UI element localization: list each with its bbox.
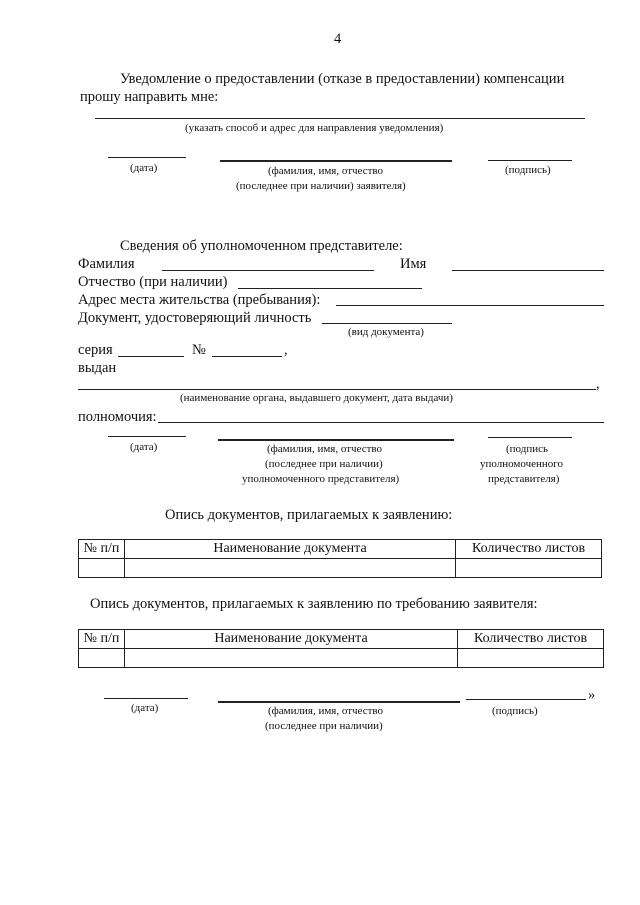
page-number: 4 [334, 31, 342, 47]
col-num-header: № п/п [79, 540, 125, 559]
table-header-row [79, 630, 604, 649]
issued-field[interactable] [78, 389, 596, 390]
patronymic-label: Отчество (при наличии) [78, 274, 228, 290]
rep-fio-line[interactable] [218, 439, 454, 441]
number-comma: , [284, 342, 288, 358]
notice-text-2: прошу направить мне: [80, 89, 219, 105]
col-name-header: Наименование документа [125, 630, 458, 649]
final-date-line[interactable] [104, 698, 188, 699]
rep-signature-line[interactable] [488, 437, 572, 438]
rep-date-caption: (дата) [130, 441, 158, 453]
number-field[interactable] [212, 356, 282, 357]
series-field[interactable] [118, 356, 184, 357]
inventory-title: Опись документов, прилагаемых к заявлению: [165, 507, 453, 523]
notice-text: Уведомление о предоставлении (отказе в предоставлении) компенсации [120, 71, 565, 87]
final-signature-caption: (подпись) [492, 705, 538, 717]
powers-field[interactable] [158, 422, 604, 423]
rep-date-line[interactable] [108, 436, 186, 437]
patronymic-field[interactable] [238, 288, 422, 289]
inventory-table-2 [78, 629, 604, 668]
id-doc-field[interactable] [322, 323, 452, 324]
name-field[interactable] [452, 270, 604, 271]
address-label: Адрес места жительства (пребывания): [78, 292, 321, 308]
address-field[interactable] [336, 305, 604, 306]
table-cell[interactable] [125, 649, 458, 668]
notice-address-line[interactable] [95, 118, 585, 119]
series-label: серия [78, 342, 113, 358]
table-cell[interactable] [79, 649, 125, 668]
final-signature-line[interactable] [466, 699, 586, 700]
final-fio-caption-2: (последнее при наличии) [265, 720, 383, 732]
issued-label: выдан [78, 360, 117, 376]
table-row [79, 559, 602, 578]
id-doc-label: Документ, удостоверяющий личность [78, 310, 312, 326]
surname-label: Фамилия [78, 256, 135, 272]
rep-signature-caption: (подпись [506, 443, 549, 455]
table-cell[interactable] [125, 559, 456, 578]
table-cell[interactable] [458, 649, 604, 668]
inventory-title-2: Опись документов, прилагаемых к заявлению по требованию заявителя: [90, 596, 538, 612]
powers-label: полномочия: [78, 409, 157, 425]
number-label: № [192, 342, 206, 358]
table-cell[interactable] [79, 559, 125, 578]
notice-hint: (указать способ и адрес для направления уведомления) [185, 122, 444, 134]
issued-comma: , [596, 376, 600, 392]
fio-line[interactable] [220, 160, 452, 162]
table-cell[interactable] [456, 559, 602, 578]
signature-caption: (подпись) [505, 164, 551, 176]
fio-caption: (фамилия, имя, отчество [268, 165, 384, 177]
col-name-header: Наименование документа [125, 540, 456, 559]
inventory-table [78, 539, 602, 578]
col-num-header: № п/п [79, 630, 125, 649]
doc-type-caption: (вид документа) [348, 326, 424, 338]
final-fio-line[interactable] [218, 701, 460, 703]
rep-fio-caption-3: уполномоченного представителя) [242, 473, 400, 485]
name-label: Имя [400, 256, 427, 272]
issued-hint: (наименование органа, выдавшего документ, дата выдачи) [180, 392, 453, 404]
date-caption: (дата) [130, 162, 158, 174]
closing-quote: » [588, 687, 596, 703]
rep-signature-caption-2: уполномоченного [480, 458, 564, 470]
final-date-caption: (дата) [131, 702, 159, 714]
surname-field[interactable] [162, 270, 374, 271]
rep-heading: Сведения об уполномоченном представителе: [120, 238, 403, 254]
rep-fio-caption-2: (последнее при наличии) [265, 458, 383, 470]
col-count-header: Количество листов [456, 540, 602, 559]
table-header-row [79, 540, 602, 559]
rep-signature-caption-3: представителя) [488, 473, 560, 485]
col-count-header: Количество листов [458, 630, 604, 649]
signature-line[interactable] [488, 160, 572, 161]
table-row [79, 649, 604, 668]
rep-fio-caption: (фамилия, имя, отчество [267, 443, 383, 455]
fio-caption-2: (последнее при наличии) заявителя) [236, 180, 406, 192]
final-fio-caption: (фамилия, имя, отчество [268, 705, 384, 717]
date-line[interactable] [108, 157, 186, 158]
